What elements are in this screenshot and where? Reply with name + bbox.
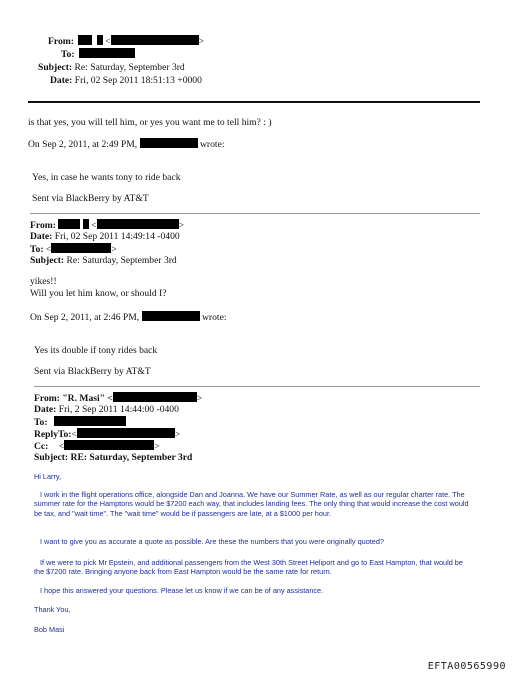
date-label: Date: xyxy=(50,75,73,86)
quote-intro xyxy=(30,311,227,323)
from-label: From: xyxy=(34,393,60,404)
date-value: Fri, 02 Sep 2011 18:51:13 +0000 xyxy=(74,75,202,86)
date-label: Date: xyxy=(34,404,57,415)
msg3-from-row: From: "R. Masi" < > xyxy=(34,393,203,404)
quote-text: Yes its double if tony rides back xyxy=(34,345,158,356)
subject-value: Re: Saturday, September 3rd xyxy=(66,255,177,266)
redaction xyxy=(77,428,175,438)
redaction xyxy=(54,416,126,426)
quote-intro-prefix: On Sep 2, 2011, at 2:46 PM, xyxy=(30,312,140,323)
msg3-subject-row xyxy=(34,452,192,463)
msg3-replyto-row: ReplyTo:< > xyxy=(34,429,181,440)
from-label: From: xyxy=(30,220,56,231)
header-divider xyxy=(28,101,480,103)
date-label: Date: xyxy=(30,231,53,242)
redaction xyxy=(142,311,200,321)
from-label: From: xyxy=(48,36,74,47)
subject-label: Subject: xyxy=(30,255,65,266)
to-label: To: xyxy=(30,244,44,255)
document-id: EFTA00565990 xyxy=(427,661,506,672)
msg3-to-row xyxy=(34,416,126,428)
date-value: Fri, 2 Sep 2011 14:44:00 -0400 xyxy=(58,404,179,415)
redaction xyxy=(51,243,111,253)
header-subject-row xyxy=(38,62,185,73)
msg3-cc-row: Cc: < > xyxy=(34,441,160,452)
signature: Sent via BlackBerry by AT&T xyxy=(32,193,149,204)
quote-text: Yes, in case he wants tony to ride back xyxy=(32,172,181,183)
header-to-row xyxy=(61,48,135,60)
subject-value: Re: Saturday, September 3rd xyxy=(74,62,185,73)
to-label: To: xyxy=(61,49,75,60)
subject-label: Subject: xyxy=(34,452,69,463)
msg2-line1: yikes!! xyxy=(30,276,57,287)
closing: Thank You, xyxy=(34,605,71,614)
paragraph: I hope this answered your questions. Please let us know if we can be of any assistance. xyxy=(40,586,324,595)
msg3-date-row xyxy=(34,404,179,415)
subject-label: Subject: xyxy=(38,62,73,73)
msg2-line2: Will you let him know, or should I? xyxy=(30,288,167,299)
msg2-from-row: From: < > xyxy=(30,220,184,231)
header-from-row: From: < > xyxy=(48,36,204,47)
redaction xyxy=(79,48,135,58)
redaction xyxy=(113,392,197,402)
quote-intro-suffix: wrote: xyxy=(202,312,227,323)
greeting: Hi Larry, xyxy=(34,472,62,481)
msg2-to-row: To: < > xyxy=(30,244,117,255)
body-line: is that yes, you will tell him, or yes you want me to tell him? : ) xyxy=(28,117,272,128)
cc-label: Cc: xyxy=(34,441,49,452)
redaction xyxy=(140,138,198,148)
to-label: To: xyxy=(34,417,48,428)
quote-intro-suffix: wrote: xyxy=(200,139,225,150)
paragraph: I work in the flight operations office, alongside Dan and Joanna. We have our Summer Rate, as well as our regular charter rate. The summer rate for the Hamptons would be $7200 each way, that includes landing fees. The only thing that would increase the cost would be tax, and "wait time". The "wait time" would be if passengers are late, at a $1000 per hour. xyxy=(34,490,469,518)
redaction xyxy=(111,35,199,45)
msg2-subject-row xyxy=(30,255,177,266)
paragraph: If we were to pick Mr Epstein, and additional passengers from the West 30th Street Heliport and go to East Hampton, that would be the $7200 rate. Bringing anyone back from East Hampton would be the same rate for return. xyxy=(34,558,463,577)
signoff: Bob Masi xyxy=(34,625,65,634)
subject-value: RE: Saturday, September 3rd xyxy=(70,452,193,463)
redaction xyxy=(97,219,179,229)
redaction xyxy=(64,440,154,450)
message-divider xyxy=(34,386,480,387)
signature: Sent via BlackBerry by AT&T xyxy=(34,366,151,377)
redaction xyxy=(83,219,89,229)
paragraph: I want to give you as accurate a quote as possible. Are these the numbers that you were originally quoted? xyxy=(40,537,384,546)
from-name: "R. Masi" < xyxy=(62,393,113,404)
msg2-date-row xyxy=(30,231,180,242)
quote-intro-prefix: On Sep 2, 2011, at 2:49 PM, xyxy=(28,139,138,150)
replyto-label: ReplyTo: xyxy=(34,429,72,440)
redaction xyxy=(97,35,103,45)
quote-intro xyxy=(28,138,225,150)
redaction xyxy=(58,219,80,229)
header-date-row xyxy=(50,75,202,86)
redaction xyxy=(78,35,92,45)
date-value: Fri, 02 Sep 2011 14:49:14 -0400 xyxy=(54,231,180,242)
message-divider xyxy=(30,213,480,214)
